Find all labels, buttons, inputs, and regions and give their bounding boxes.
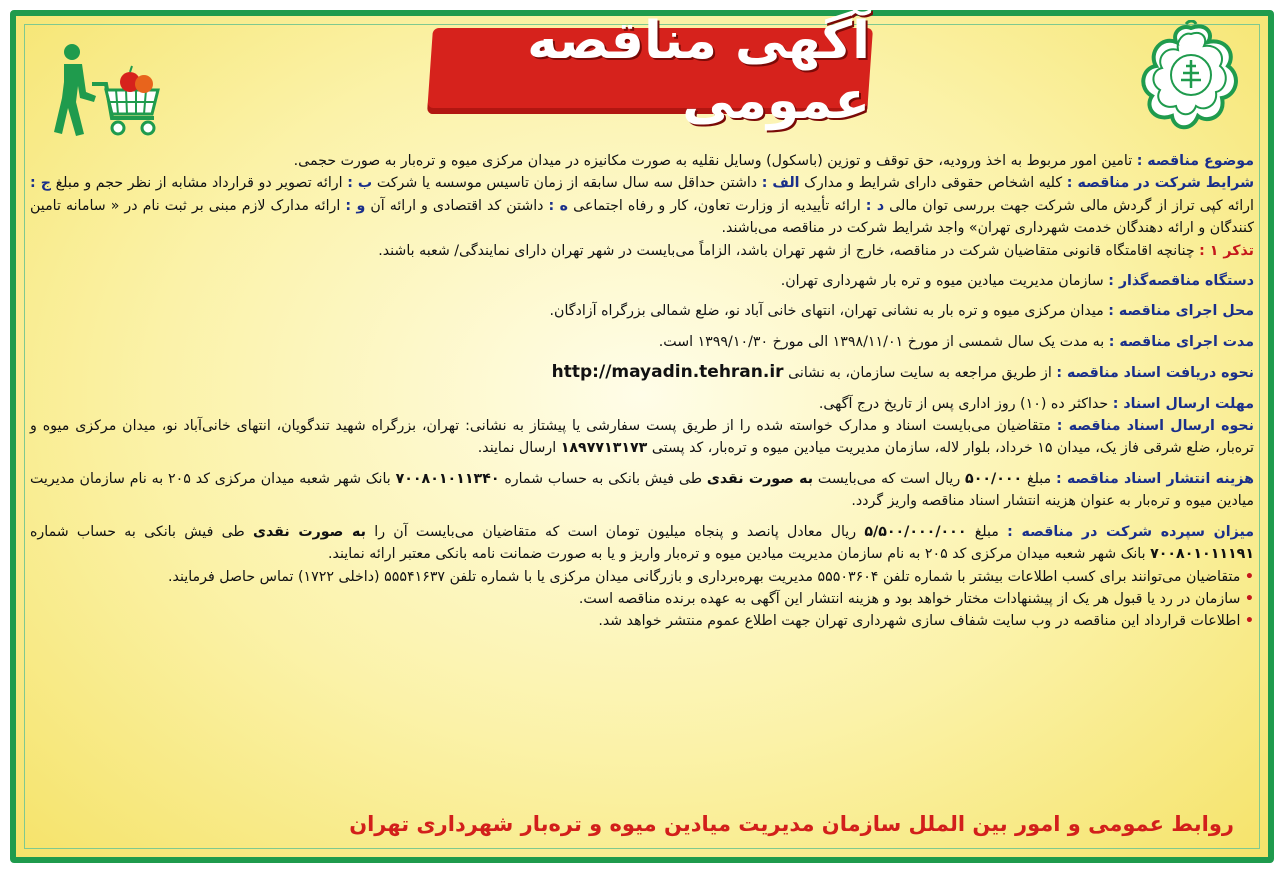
condition-key-vav: و : xyxy=(345,197,366,214)
duration-text: به مدت یک سال شمسی از مورخ ۱۳۹۸/۱۱/۰۱ الی مورخ ۱۳۹۹/۱۰/۳۰ است. xyxy=(658,333,1105,350)
deposit-text-3: طی فیش بانکی به حساب شماره xyxy=(30,523,245,540)
conditions-label: شرایط شرکت در مناقصه : xyxy=(1066,175,1255,192)
condition-key-he: ه : xyxy=(548,197,569,214)
fee-text-4: بانک شهر شعبه میدان مرکزی کد ۲۰۵ به نام سازمان مدیریت میادین میوه و تره‌بار به عنوان هزینه انتشار اسناد مناقصه واریز گردد. xyxy=(30,470,1254,510)
note-text: چنانچه اقامتگاه قانونی متقاضیان شرکت در مناقصه، خارج از شهر تهران باشد، الزاماً می‌بایست در شهر تهران دارای نمایندگی/ شعبه باشند. xyxy=(378,242,1195,259)
deposit-text-1: مبلغ xyxy=(974,523,999,540)
bullet-item xyxy=(30,588,1254,610)
bullet-text: اطلاعات قرارداد این مناقصه در وب سایت شفاف سازی شهرداری تهران جهت اطلاع عموم منتشر خواهد شد. xyxy=(598,613,1241,630)
subject-label: موضوع مناقصه : xyxy=(1136,153,1254,169)
bullet-text: متقاضیان می‌توانند برای کسب اطلاعات بیشتر با شماره تلفن ۵۵۵۰۳۶۰۴ مدیریت بهره‌برداری و بازرگانی میدان مرکزی یا با شماره تلفن ۵۵۵۴۱۶۳۷ (داخلی ۱۷۲۲) تماس حاصل فرمایند. xyxy=(168,568,1241,585)
condition-key-jim: ج : xyxy=(30,175,51,192)
fee-section xyxy=(30,468,1254,513)
bullet-item xyxy=(30,566,1254,588)
condition-key-be: ب : xyxy=(347,175,373,192)
bullet-dot-icon: • xyxy=(1244,590,1254,607)
bullet-dot-icon: • xyxy=(1244,568,1254,585)
location-section xyxy=(30,300,1254,322)
fee-text-2: ریال است که می‌بایست xyxy=(817,470,961,487)
organizer-label: دستگاه مناقصه‌گذار : xyxy=(1108,273,1254,290)
submission-text: متقاضیان می‌بایست اسناد و مدارک خواسته شده را از طریق پست سفارشی یا پیشتاز به نشانی: تهران، بزرگراه شهید تندگویان، انتهای خانی‌آباد نو، میدان مرکزی میوه و تره‌بار، ضلع شرقی فاز یک، میدان ۱۵ خرداد، بلوار لاله، سازمان مدیریت میادین میوه و تره‌بار، کد پستی xyxy=(30,418,1254,457)
conditions-text-4: ارائه کپی تراز از گردش مالی شرکت جهت بررسی توان مالی xyxy=(889,197,1254,214)
fee-text-1: مبلغ xyxy=(1027,470,1052,487)
conditions-section xyxy=(30,172,1254,239)
bullet-list xyxy=(30,566,1254,633)
bullet-item xyxy=(30,610,1254,632)
notice-title: آگهی مناقصه عمومی xyxy=(527,11,870,131)
bullet-text: سازمان در رد یا قبول هر یک از پیشنهادات مختار خواهد بود و هزینه انتشار این آگهی به عهده برنده مناقصه است. xyxy=(578,590,1241,607)
bullet-dot-icon: • xyxy=(1244,613,1254,630)
condition-key-alef: الف : xyxy=(761,175,800,192)
documents-text: از طریق مراجعه به سایت سازمان، به نشانی xyxy=(788,365,1052,382)
fee-amount: ۵۰۰/۰۰۰ xyxy=(965,470,1023,487)
submission-tail: ارسال نمایند. xyxy=(477,440,557,457)
note-label: تذکر ۱ : xyxy=(1199,242,1254,259)
fee-label: هزینه انتشار اسناد مناقصه : xyxy=(1056,470,1255,487)
conditions-text-2: داشتن حداقل سه سال سابقه از زمان تاسیس موسسه یا شرکت xyxy=(376,175,758,192)
municipality-logo-icon xyxy=(1136,20,1246,140)
documents-url-link[interactable]: http://mayadin.tehran.ir xyxy=(551,362,784,383)
submission-section xyxy=(30,415,1254,460)
deposit-text-2: ریال معادل پانصد و پنجاه میلیون تومان است که متقاضیان می‌بایست آن را xyxy=(374,523,857,540)
conditions-text-6: داشتن کد اقتصادی و ارائه آن xyxy=(370,197,544,214)
subject-section xyxy=(30,150,1254,172)
documents-section xyxy=(30,361,1254,384)
note-section xyxy=(30,240,1254,262)
submission-label: نحوه ارسال اسناد مناقصه : xyxy=(1056,418,1254,435)
duration-label: مدت اجرای مناقصه : xyxy=(1108,333,1254,350)
deposit-label: میزان سپرده شرکت در مناقصه : xyxy=(1007,523,1255,540)
conditions-text-1: کلیه اشخاص حقوقی دارای شرایط و مدارک xyxy=(804,175,1063,192)
deposit-text-4: بانک شهر شعبه میدان مرکزی کد ۲۰۵ به نام سازمان مدیریت میادین میوه و تره‌بار واریز و یا به صورت ضمانت نامه بانکی معتبر ارائه نمایند. xyxy=(328,546,1146,563)
documents-label: نحوه دریافت اسناد مناقصه : xyxy=(1056,365,1254,382)
conditions-text-3: ارائه تصویر دو قرارداد مشابه از نظر حجم و مبلغ xyxy=(55,175,343,192)
fee-cash: به صورت نقدی xyxy=(706,470,814,487)
conditions-text-5: ارائه تأییدیه از وزارت تعاون، کار و رفاه اجتماعی xyxy=(573,197,861,214)
postal-code: ۱۸۹۷۷۱۳۱۷۳ xyxy=(560,440,648,457)
subject-text: تامین امور مربوط به اخذ ورودیه، حق توقف و توزین (باسکول) وسایل نقلیه به صورت مکانیزه در میدان مرکزی میوه و تره‌بار به صورت حجمی. xyxy=(293,153,1133,169)
duration-section xyxy=(30,331,1254,353)
deposit-amount: ۵/۵۰۰/۰۰۰/۰۰۰ xyxy=(864,523,967,540)
deadline-section xyxy=(30,393,1254,415)
fee-account-number: ۷۰۰۸۰۱۰۱۱۳۴۰ xyxy=(395,470,500,487)
location-text: میدان مرکزی میوه و تره بار به نشانی تهران، انتهای خانی آباد نو، ضلع شمالی بزرگراه آزادگان. xyxy=(549,303,1104,320)
footer-publisher: روابط عمومی و امور بین الملل سازمان مدیریت میادین میوه و تره‌بار شهرداری تهران xyxy=(349,812,1234,836)
notice-body xyxy=(30,150,1254,633)
conditions-text-7: ارائه مدارک لازم مبنی بر ثبت نام در « سامانه تامین کنندگان و ارائه دهندگان خدمت شهرداری تهران» واجد شرایط شرکت در مناقصه می‌باشند. xyxy=(30,197,1254,237)
organizer-section xyxy=(30,270,1254,292)
deposit-cash: به صورت نقدی xyxy=(252,523,366,540)
location-label: محل اجرای مناقصه : xyxy=(1108,303,1254,320)
fee-text-3: طی فیش بانکی به حساب شماره xyxy=(504,470,702,487)
deposit-section xyxy=(30,521,1254,566)
shopping-cart-person-icon xyxy=(50,42,165,142)
deposit-account-number: ۷۰۰۸۰۱۰۱۱۱۹۱ xyxy=(1150,546,1254,563)
deadline-text: حداکثر ده (۱۰) روز اداری پس از تاریخ درج آگهی. xyxy=(818,395,1109,412)
organizer-text: سازمان مدیریت میادین میوه و تره بار شهرداری تهران. xyxy=(780,273,1104,290)
condition-key-dal: د : xyxy=(865,197,885,214)
deadline-label: مهلت ارسال اسناد : xyxy=(1112,395,1254,412)
